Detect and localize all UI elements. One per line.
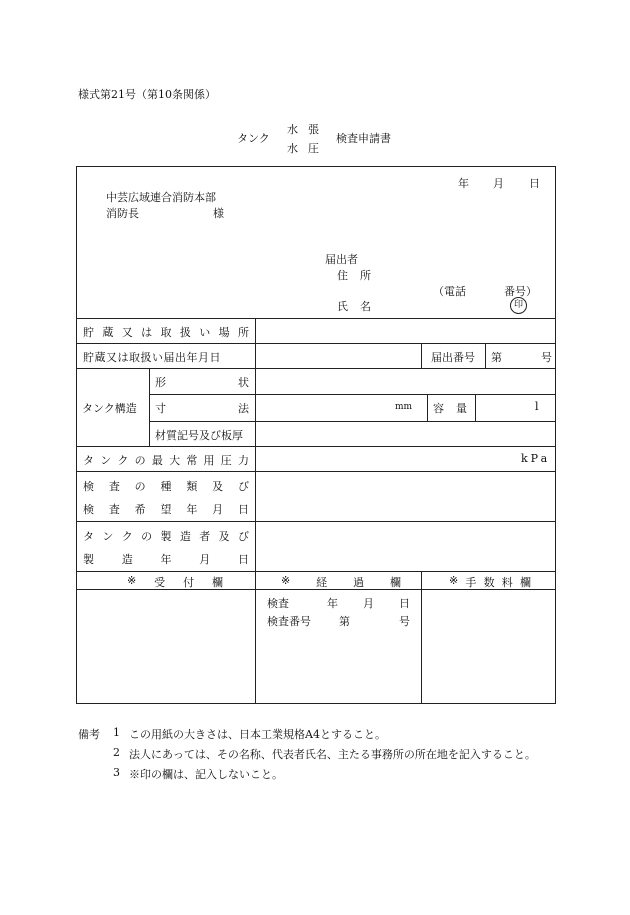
progress-number-suffix: 号 <box>399 615 410 628</box>
header-progress: ※ 経 過 欄 <box>281 574 401 589</box>
address-label: 住 所 <box>337 269 371 282</box>
label-manufacture-date: 製 造 年 月 日 <box>83 553 249 566</box>
progress-number-prefix: 第 <box>339 615 350 628</box>
note-1-number: 1 <box>113 726 120 739</box>
label-material: 材質記号及び板厚 <box>155 429 243 442</box>
header-fee: ※ 手 数 料 欄 <box>449 574 531 589</box>
pressure-unit: kPa <box>521 452 551 465</box>
label-dimensions: 寸 法 <box>155 402 249 415</box>
label-capacity: 容 量 <box>433 402 467 415</box>
label-inspection-type: 検 査 の 種 類 及 び <box>83 480 249 493</box>
name-label: 氏 名 <box>337 300 371 313</box>
note-2-number: 2 <box>113 746 120 759</box>
date-day: 日 <box>529 177 540 190</box>
note-2-text: 法人にあっては、その名称、代表者氏名、主たる事務所の所在地を記入すること。 <box>129 748 536 761</box>
progress-inspection-label: 検査 <box>267 597 289 610</box>
form-id: 様式第21号（第10条関係） <box>78 88 216 101</box>
progress-day: 日 <box>399 597 410 610</box>
notification-number-prefix: 第 <box>491 351 502 364</box>
label-manufacturer: タ ン ク の 製 造 者 及 び <box>83 530 249 543</box>
addressee-honorific: 様 <box>213 207 224 220</box>
form-table <box>76 166 556 704</box>
title-option-water-pressure: 水圧 <box>287 142 329 155</box>
notification-number-suffix: 号 <box>541 351 552 364</box>
seal-mark: 印 <box>510 297 527 314</box>
notifier-label: 届出者 <box>325 253 358 266</box>
note-3-text: ※印の欄は、記入しないこと。 <box>129 768 283 781</box>
note-1-text: この用紙の大きさは、日本工業規格A4とすること。 <box>129 728 386 741</box>
progress-month: 月 <box>363 597 374 610</box>
title-prefix: タンク <box>237 132 270 145</box>
note-3-number: 3 <box>113 766 120 779</box>
date-year: 年 <box>458 177 469 190</box>
title-option-water-fill: 水張 <box>287 123 329 136</box>
addressee-office: 中芸広域連合消防本部 <box>106 191 216 204</box>
label-max-pressure: タ ン ク の 最 大 常 用 圧 力 <box>83 454 249 467</box>
addressee-chief: 消防長 <box>106 207 139 220</box>
phone-open: （電話 <box>433 285 466 298</box>
progress-year: 年 <box>327 597 338 610</box>
label-notification-date: 貯蔵又は取扱い届出年月日 <box>83 351 221 364</box>
label-shape: 形 状 <box>155 376 249 389</box>
label-inspection-date-wish: 検 査 希 望 年 月 日 <box>83 503 249 516</box>
capacity-unit: l <box>535 400 539 413</box>
title-suffix: 検査申請書 <box>336 132 391 145</box>
header-reception: ※ 受 付 欄 <box>127 574 223 589</box>
label-tank-structure: タンク構造 <box>82 402 137 415</box>
label-storage-location: 貯 蔵 又 は 取 扱 い 場 所 <box>83 326 249 339</box>
progress-inspection-number: 検査番号 <box>267 615 311 628</box>
dimension-unit: mm <box>395 402 413 412</box>
notes-label: 備考 <box>78 728 100 741</box>
label-notification-number: 届出番号 <box>431 351 475 364</box>
date-month: 月 <box>493 177 504 190</box>
phone-close: 番号） <box>504 285 537 298</box>
